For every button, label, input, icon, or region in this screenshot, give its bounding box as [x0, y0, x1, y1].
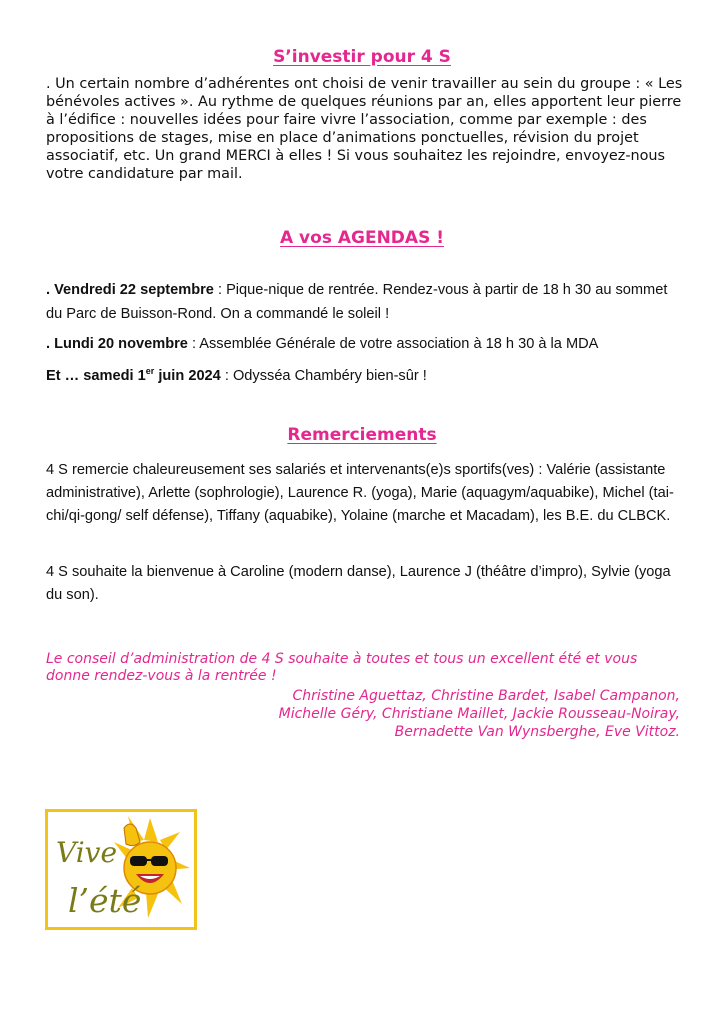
section-title-sinvestir: S’investir pour 4 S — [273, 47, 451, 67]
agenda-item-text: : Assemblée Générale de votre association à 18 h 30 à la MDA — [187, 336, 599, 352]
thanks-paragraph: 4 S remercie chaleureusement ses salariés et intervenants(e)s sportifs(ves) : Valérie (assistante administrative), Arlette (sophrologie), Laurence R. (yoga), Marie (aquagym/aquabike), Michel (tai-chi/qi-gong/ self défense), Tiffany (aquabike), Yolaine (marche et Macadam), les B.E. du CLBCK. — [46, 462, 674, 524]
agenda-item-date: Et … samedi 1er juin 2024 — [46, 366, 221, 384]
sun-with-sunglasses-icon — [48, 812, 194, 927]
closing-message: Le conseil d’administration de 4 S souhaite à toutes et tous un excellent été et vous donne rendez-vous à la rentrée ! — [46, 651, 638, 684]
signatories: Christine Aguettaz, Christine Bardet, Isabel Campanon, Michelle Géry, Christiane Maillet, Jackie Rousseau-Noiray, Bernadette Van Wynsberghe, Eve Vittoz. — [278, 688, 680, 740]
vive-lete-logo — [45, 809, 197, 930]
agenda-item-date: . Lundi 20 novembre — [46, 336, 188, 352]
logo-text-ete: l’été — [68, 881, 142, 920]
agenda-item-text: : Odysséa Chambéry bien-sûr ! — [220, 368, 427, 384]
agenda-item-odyssea — [46, 364, 686, 388]
agenda-item-date: . Vendredi 22 septembre — [46, 282, 214, 298]
agenda-item-general-assembly — [46, 332, 686, 356]
welcome-paragraph: 4 S souhaite la bienvenue à Caroline (modern danse), Laurence J (théâtre d’impro), Sylvie (yoga du son). — [46, 564, 671, 603]
agenda-item-picnic — [46, 278, 686, 326]
agenda-item-text: : Pique-nique de rentrée. Rendez-vous à partir de 18 h 30 au sommet du Parc de Buisson-Rond. On a commandé le soleil ! — [46, 282, 668, 322]
volunteers-paragraph: . Un certain nombre d’adhérentes ont choisi de venir travailler au sein du groupe : « Les bénévoles actives ». Au rythme de quelques réunions par an, elles apportent leur pierre à l’édifice : nouvelles idées pour faire vivre l’association, comme par exemple : des propositions de stages, mise en place d’animations ponctuelles, révision du projet associatif, etc. Un grand MERCI à elles ! Si vous souhaitez les rejoindre, envoyez-nous votre candidature par mail. — [46, 76, 683, 182]
logo-text-vive: Vive — [56, 836, 118, 869]
section-title-remerciements: Remerciements — [287, 425, 437, 445]
section-title-agendas: A vos AGENDAS ! — [279, 228, 444, 248]
